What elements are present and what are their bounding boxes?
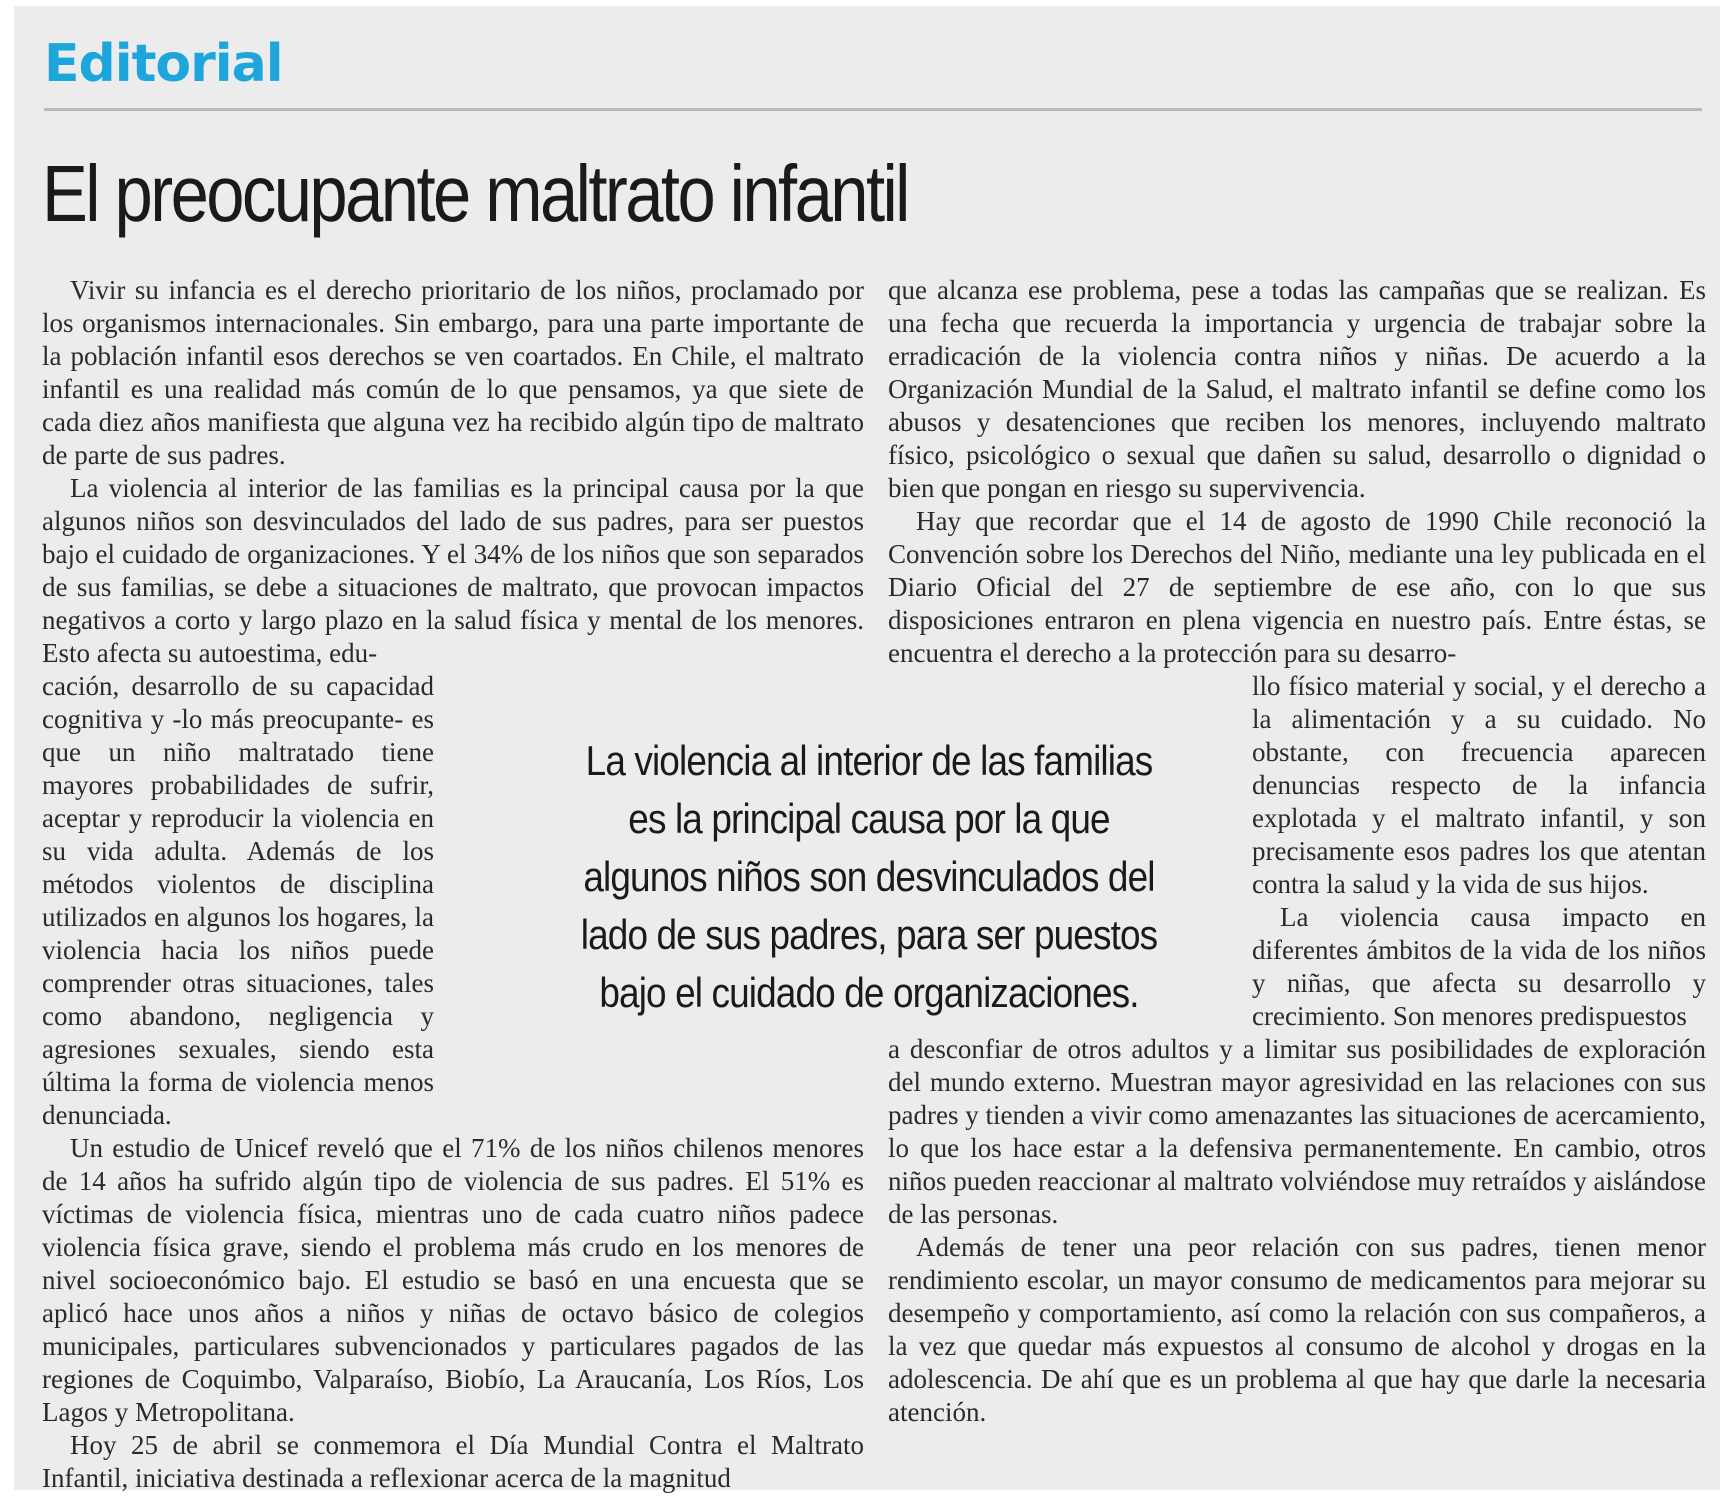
section-label: Editorial xyxy=(44,34,283,94)
right-paragraph-1: que alcanza ese problema, pese a todas las campañas que se realizan. Es una fecha que recuerda la importancia y urgencia de trabajar sobre la erradicación de la violencia contra niños y niñas. De acuerdo a la Organización Mundial de la Salud, el maltrato infantil se define como los abusos y desatenciones que reciben los menores, incluyendo maltrato físico, psicológico o sexual que dañen su salud, desarrollo o dignidad o bien que pongan en riesgo su supervivencia. xyxy=(888,275,1706,503)
pull-quote-text: La violencia al interior de las familias es la principal causa por la que algunos niños son desvinculados del lado de sus padres, para ser puestos bajo el cuidado de organizaciones. xyxy=(580,737,1158,1016)
left-paragraph-2a: La violencia al interior de las familias es la principal causa por la que algunos niños son desvinculados del lado de sus padres, para ser puestos bajo el cuidado de organizaciones. Y el 34% de los niños que son separados de sus familias, se debe a situaciones de maltrato, que provocan impactos negativos a corto y largo plazo en la salud física y mental de los menores. Esto afecta su autoestima, edu- xyxy=(42,473,864,668)
left-paragraph-1: Vivir su infancia es el derecho prioritario de los niños, proclamado por los organismos internacionales. Sin embargo, para una parte importante de la población infantil esos derechos se ven coartados. En Chile, el maltrato infantil es una realidad más común de lo que pensamos, ya que siete de cada diez años manifiesta que alguna vez ha recibido algún tipo de maltrato de parte de sus padres. xyxy=(42,275,864,470)
left-paragraph-4: Hoy 25 de abril se conmemora el Día Mundial Contra el Maltrato Infantil, iniciativa destinada a reflexionar acerca de la magnitud xyxy=(42,1430,864,1493)
right-paragraph-2a: Hay que recordar que el 14 de agosto de 1990 Chile reconoció la Convención sobre los Derechos del Niño, mediante una ley publicada en el Diario Oficial del 27 de septiembre de ese año, con lo que sus disposiciones entraron en plena vigencia en nuestro país. Entre éstas, se encuentra el derecho a la protección para su desarro- xyxy=(888,506,1706,668)
right-paragraph-3b: a desconfiar de otros adultos y a limitar sus posibilidades de exploración del mundo externo. Muestran mayor agresividad en las relaciones con sus padres y tienden a vivir como amenazantes las situaciones de acercamiento, lo que los hace estar a la defensiva permanentemente. En cambio, otros niños pueden reaccionar al maltrato volviéndose muy retraídos y aislándose de las personas. xyxy=(888,1034,1706,1229)
right-paragraph-4: Además de tener una peor relación con sus padres, tienen menor rendimiento escolar, un mayor consumo de medicamentos para mejorar su desempeño y comportamiento, así como la relación con sus compañeros, a la vez que quedar más expuestos al consumo de alcohol y drogas en la adolescencia. De ahí que es un problema al que hay que darle la necesaria atención. xyxy=(888,1232,1706,1427)
right-paragraph-3a: La violencia causa impacto en diferentes ámbitos de la vida de los niños y niñas, que afecta su desarrollo y crecimiento. Son menores predispuestos xyxy=(1252,902,1706,1031)
section-divider xyxy=(44,108,1702,111)
newspaper-page xyxy=(14,6,1720,1493)
headline: El preocupante maltrato infantil xyxy=(42,149,908,238)
right-paragraph-2b: llo físico material y social, y el derecho a la alimentación y a su cuidado. No obstante, con frecuencia aparecen denuncias respecto de la infancia explotada y el maltrato infantil, y son precisamente esos padres los que atentan contra la salud y la vida de sus hijos. xyxy=(1252,671,1706,899)
left-paragraph-3: Un estudio de Unicef reveló que el 71% de los niños chilenos menores de 14 años ha sufrido algún tipo de violencia de sus padres. El 51% es víctimas de violencia física, mientras uno de cada cuatro niños padece violencia física grave, siendo el problema más crudo en los menores de nivel socioeconómico bajo. El estudio se basó en una encuesta que se aplicó hace unos años a niños y niñas de octavo básico de colegios municipales, particulares subvencionados y particulares pagados de las regiones de Coquimbo, Valparaíso, Biobío, La Araucanía, Los Ríos, Los Lagos y Metropolitana. xyxy=(42,1133,864,1427)
left-paragraph-2b: cación, desarrollo de su capacidad cognitiva y -lo más preocupante- es que un niño maltratado tiene mayores probabilidades de sufrir, aceptar y reproducir la violencia en su vida adulta. Además de los métodos violentos de disciplina utilizados en algunos los hogares, la violencia hacia los niños puede comprender otras situaciones, tales como abandono, negligencia y agresiones sexuales, siendo esta última la forma de violencia menos denunciada. xyxy=(42,671,434,1130)
pull-quote xyxy=(534,732,1204,1022)
